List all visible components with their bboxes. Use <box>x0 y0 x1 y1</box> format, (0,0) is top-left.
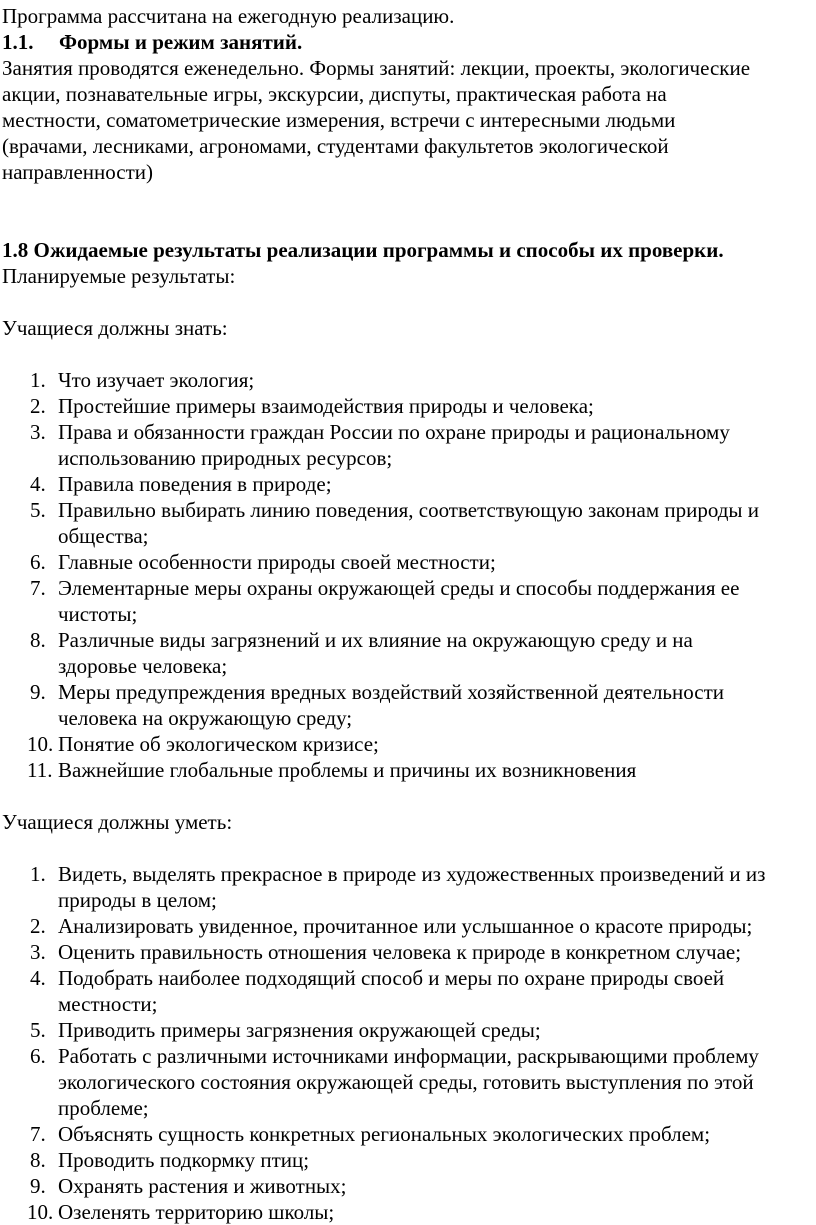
list-item <box>0 1017 816 1043</box>
list-item-number: 4. <box>30 472 46 496</box>
blank-space <box>0 289 816 315</box>
blank-space <box>0 783 816 809</box>
list-item-text: здоровье человека; <box>58 654 228 678</box>
list-item-number: 2. <box>30 394 46 418</box>
list-item-text: экологического состояния окружающей среды, готовить выступления по этой <box>58 1070 754 1094</box>
list-item <box>0 549 816 575</box>
list-item <box>0 367 816 393</box>
list-item <box>0 757 816 783</box>
list-item-text: общества; <box>58 524 149 548</box>
list-item-text: чистоты; <box>58 602 138 626</box>
list-item-text: Важнейшие глобальные проблемы и причины их возникновения <box>58 758 637 782</box>
list-item <box>0 1199 816 1225</box>
list-item-text: Различные виды загрязнений и их влияние на окружающую среду и на <box>58 628 693 652</box>
list-item <box>0 471 816 497</box>
list-item-text: Меры предупреждения вредных воздействий хозяйственной деятельности <box>58 680 725 704</box>
list-item <box>0 1121 816 1147</box>
list-item-text: Работать с различными источниками информации, раскрывающими проблему <box>58 1044 759 1068</box>
list-item-text: Правила поведения в природе; <box>58 472 332 496</box>
list-item <box>0 679 816 731</box>
list-item-text: проблеме; <box>58 1096 149 1120</box>
list-item <box>0 939 816 965</box>
list-item <box>0 393 816 419</box>
paragraph-line: направленности) <box>2 160 154 184</box>
list-item-number: 3. <box>30 940 46 964</box>
list-item-number: 11. <box>27 758 53 782</box>
list-item-text: Элементарные меры охраны окружающей среды и способы поддержания ее <box>58 576 740 600</box>
list-item <box>0 627 816 679</box>
list-item <box>0 419 816 471</box>
list-item-number: 1. <box>30 368 46 392</box>
list-item-text: Охранять растения и животных; <box>58 1174 347 1198</box>
list-item-number: 1. <box>30 862 46 886</box>
list-item <box>0 497 816 549</box>
section-heading-1-8: 1.8 Ожидаемые результаты реализации программы и способы их проверки. <box>2 238 724 262</box>
section-title: Формы и режим занятий. <box>59 30 303 54</box>
list-item-text: Анализировать увиденное, прочитанное или услышанное о красоте природы; <box>58 914 753 938</box>
list-item-text: Видеть, выделять прекрасное в природе из художественных произведений и из <box>58 862 766 886</box>
list-item <box>0 913 816 939</box>
list-item-number: 6. <box>30 1044 46 1068</box>
section-heading-1-1 <box>0 29 816 55</box>
paragraph-line: акции, познавательные игры, экскурсии, диспуты, практическая работа на <box>2 82 667 106</box>
paragraph-line: местности, соматометрические измерения, встречи с интересными людьми <box>2 108 676 132</box>
forms-paragraph <box>0 55 816 185</box>
list-item-number: 10. <box>27 732 54 756</box>
list-item-number: 10. <box>27 1200 54 1224</box>
blank-space <box>0 835 816 861</box>
paragraph-line: (врачами, лесниками, агрономами, студентами факультетов экологической <box>2 134 669 158</box>
list-item-text: Простейшие примеры взаимодействия природы и человека; <box>58 394 594 418</box>
know-list <box>0 367 816 783</box>
list-item-number: 9. <box>30 1174 46 1198</box>
list-item-text: Что изучает экология; <box>58 368 255 392</box>
list-item-text: природы в целом; <box>58 888 217 912</box>
intro-line: Программа рассчитана на ежегодную реализацию. <box>2 4 455 28</box>
list-item-text: Проводить подкормку птиц; <box>58 1148 310 1172</box>
list-item-text: Главные особенности природы своей местности; <box>58 550 496 574</box>
list-item-text: Права и обязанности граждан России по охране природы и рациональному <box>58 420 730 444</box>
paragraph-line: Занятия проводятся еженедельно. Формы занятий: лекции, проекты, экологические <box>2 56 751 80</box>
list-item <box>0 575 816 627</box>
list-item-number: 5. <box>30 498 46 522</box>
list-item-text: Озеленять территорию школы; <box>58 1200 335 1224</box>
blank-space <box>0 185 816 237</box>
list-item-number: 6. <box>30 550 46 574</box>
list-item <box>0 731 816 757</box>
list-item <box>0 1173 816 1199</box>
list-item-number: 8. <box>30 628 46 652</box>
able-list <box>0 861 816 1225</box>
know-label: Учащиеся должны знать: <box>2 316 228 340</box>
blank-space <box>0 341 816 367</box>
section-number: 1.1. <box>2 30 34 54</box>
list-item <box>0 965 816 1017</box>
list-item-text: местности; <box>58 992 158 1016</box>
list-item-number: 9. <box>30 680 46 704</box>
list-item-number: 3. <box>30 420 46 444</box>
list-item-text: Приводить примеры загрязнения окружающей среды; <box>58 1018 541 1042</box>
list-item <box>0 861 816 913</box>
list-item <box>0 1043 816 1121</box>
list-item-number: 8. <box>30 1148 46 1172</box>
list-item-number: 4. <box>30 966 46 990</box>
list-item-text: человека на окружающую среду; <box>58 706 353 730</box>
list-item-text: Правильно выбирать линию поведения, соответствующую законам природы и <box>58 498 760 522</box>
list-item <box>0 1147 816 1173</box>
list-item-text: Оценить правильность отношения человека к природе в конкретном случае; <box>58 940 742 964</box>
list-item-number: 2. <box>30 914 46 938</box>
list-item-text: использованию природных ресурсов; <box>58 446 393 470</box>
list-item-number: 7. <box>30 576 46 600</box>
able-label: Учащиеся должны уметь: <box>2 810 233 834</box>
list-item-text: Объяснять сущность конкретных региональных экологических проблем; <box>58 1122 711 1146</box>
list-item-number: 7. <box>30 1122 46 1146</box>
list-item-text: Понятие об экологическом кризисе; <box>58 732 379 756</box>
list-item-text: Подобрать наиболее подходящий способ и меры по охране природы своей <box>58 966 725 990</box>
list-item-number: 5. <box>30 1018 46 1042</box>
planned-results-label: Планируемые результаты: <box>2 264 236 288</box>
